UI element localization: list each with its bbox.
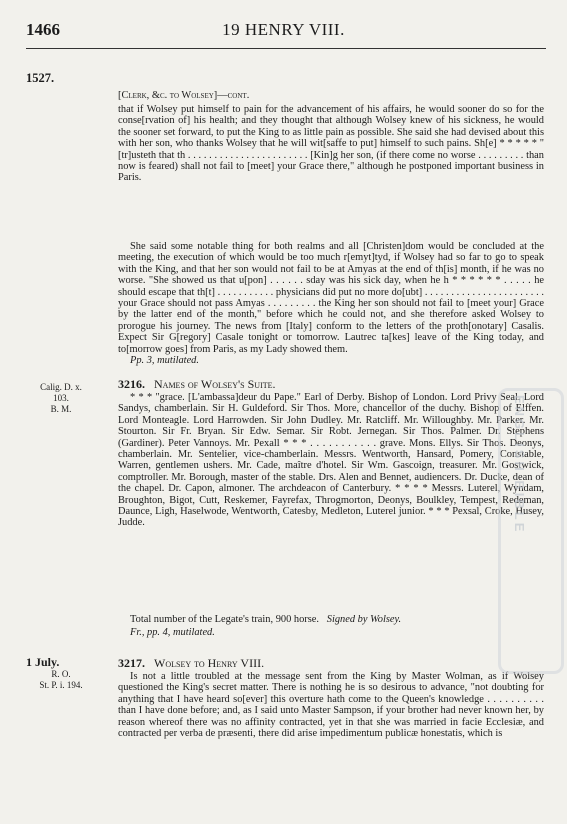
margin-ref-line: B. M. (50, 404, 72, 414)
total-text: Total number of the Legate's train, 900 horse. (130, 614, 319, 625)
continuation-heading (118, 90, 544, 101)
total-line (130, 614, 401, 625)
entry-heading-3217 (118, 656, 264, 671)
entry-number: 3217. (118, 656, 145, 670)
suite-list: * * * "grace. [L'ambassa]deur du Pape." Earl of Derby. Bishop of London. Lord Privy Seal. Lord Sandys, chamberlain. Sir H. Guldeford. Sir Thos. More, chancellor of the duchy. Bishop of Elffen. Lord Monteagle. Lord Harrowden. Sir John Dudley. Mr. Ratcliff. Mr. Willoughby. Mr. Parker. Mr. Stourton. Sir Fr. Bryan. Sir Edw. Semar. Sir Robt. Jernegan. Sir Thos. Palmer. Dr. Stephens (Gardiner). Peter Vannoys. Mr. Pexall * * * . . . . . . . . . . . grave. Mons. Ellys. Sir Thos. Deonys, chamberlain. Mr. Sentelier, vice-chamberlain. Messrs. Wentworth, Hansard, Pomery, Constable, Warren, gentlemen ushers. Mr. Cade, maître d'hotel. Sir Wm. Gascoign, treasurer. Mr. Gostwick, comptroller. Mr. Borough, master of the stable. Drs. Alen and Bennet, audiencers. Dr. Ducke, dean of the chapel. Dr. Capon, almoner. The archdeacon of Canterbury. * * * * Messrs. Luterel, Wyndam, Broughton, Bigot, Cutt, Reskemer, Fayrefax, Throgmorton, Deonys, Boulkley, Tempest, Redeman, Daunce, Ligh, Haselwode, Wentworth, Catesby, Medleton, Luterel junior. * * * Pexsal, Croke, Husey, Judde. (118, 392, 544, 529)
margin-date: 1 July. (26, 655, 60, 669)
page-note-2: Fr., pp. 4, mutilated. (130, 627, 215, 638)
letter-text: Is not a little troubled at the message sent from the King by Master Wolman, as if Wolsey questioned the King's secret matter. There is nothing he is so desirous to advance, "not doubting for anything that I have heard so[ever] this overture hath come to the Queen's knowledge . . . . . . . . . . than I have done before; and, as I said unto Master Sampson, if your brother had never known her, by reason whereof there was no affinity contracted, yet in that she was married in facie Ecclesiæ, and contracted per verba de præsenti, there did arise impedimentum publicæ honestatis, which is (118, 671, 544, 740)
continuation-heading-text: [Clerk, &c. to Wolsey]—cont. (118, 90, 250, 101)
margin-reference-3216 (26, 382, 96, 415)
watermark-text: ENGLISH BIBLE (512, 395, 527, 535)
header-rule (26, 48, 546, 49)
margin-ref-line: 103. (53, 393, 69, 403)
entry-title: Names of Wolsey's Suite. (154, 377, 276, 391)
margin-ref-line: R. O. (51, 669, 71, 679)
entry-title: Wolsey to Henry VIII. (154, 656, 265, 670)
body-paragraph-2: She said some notable thing for both realms and all [Christen]dom would be concluded at the meeting, the execution of which would be too much r[emyt]tyd, if Wolsey had so far to go to speak with the King, and that her son would not fail to be at Amyas at the end of th[is] month, if he was no worse. "She showed us that u[pon] . . . . . . sday was his sick day, when he h * * * * * * . . . . . he should escape that th[t] . . . . . . . . . . . physicians did put no more do[ubt] . . . . . . . . . . . . . . . . . . . . . . . your Grace should not pass Amyas . . . . . . . . . the King her son should not fail to [meet your] Grace by the latter end of the month," before which he could not, and she therefore asked Wolsey to prorogue his journey. The news from [Italy] conform to the letters of the proth[onotary] Casalis. Expect Sir G[regory] Casale tonight or tomorrow. Lautrec ta[kes] leave of the King today, and to[morrow goes] from Paris, as my Lady showed them. (118, 241, 544, 355)
margin-year: 1527. (26, 71, 55, 85)
signed-text: Signed by Wolsey. (326, 614, 402, 625)
margin-ref-line: St. P. i. 194. (39, 680, 83, 690)
entry-number: 3216. (118, 377, 145, 391)
page-note-1: Pp. 3, mutilated. (130, 355, 199, 366)
entry-heading-3216 (118, 377, 276, 392)
running-header: 19 HENRY VIII. (222, 20, 345, 39)
body-paragraph-1: that if Wolsey put himself to pain for the advancement of his affairs, he would sooner do so for the conse[rvation of] his health; and they thought that although Wolsey knew of his sickness, he would the sooner set forward, to put the King to as little pain as possible. She said she had devised about this with her son, who thanks Wolsey that he will wit[saffe to put] himself to such pains. Sh[e] * * * * * "[tr]usteth that th . . . . . . . . . . . . . . . . . . . . . . . [Kin]g her son, (if there come no worse . . . . . . . . . than now is feared) shall not fail to [meet] your Grace there," although he postponed important business in Paris. (118, 104, 544, 184)
margin-ref-line: Calig. D. x. (40, 382, 82, 392)
library-stamp (498, 388, 564, 674)
margin-reference-3217 (26, 669, 96, 691)
page-number: 1466 (26, 20, 60, 39)
